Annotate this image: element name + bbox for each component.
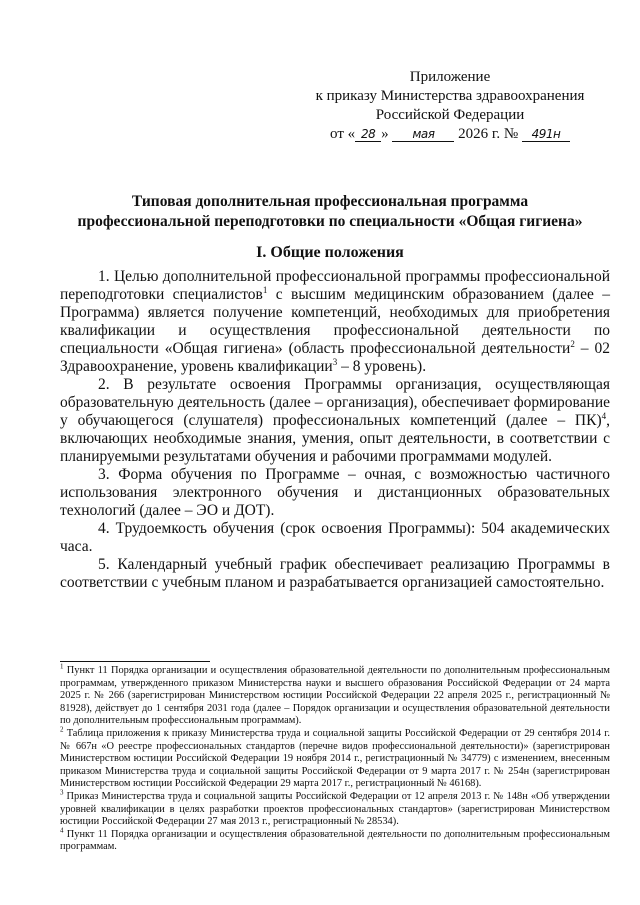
footnote-4-mark: 4 xyxy=(60,826,64,835)
paragraph-2 xyxy=(60,376,610,466)
footnote-1-mark: 1 xyxy=(60,662,64,671)
footnote-ref-1[interactable]: 1 xyxy=(262,284,268,295)
paragraph-1-text-c: – 02 Здравоохранение, уровень квалификации xyxy=(60,340,610,375)
footnote-3-mark: 3 xyxy=(60,788,64,797)
program-title-line1: Типовая дополнительная профессиональная программа xyxy=(131,193,529,210)
paragraph-1-text-a: 1. Целью дополнительной профессиональной программы профессиональной переподготовки специалистов xyxy=(60,268,610,303)
footnote-2-text: Таблица приложения к приказу Министерства труда и социальной защиты Российской Федерации от 29 сентября 2014 г. № 667н «О реестре профессиональных стандартов (перечне видов профессиональной деятельности)» (зарегистрирован Министерством юстиции Российской Федерации 19 ноября 2014 г., регистрационный № 34779) с изменением, внесенным приказом Министерства труда и социальной защиты Российской Федерации от 9 марта 2017 г. № 254н (зарегистрирован Министерством юстиции Российской Федерации 29 марта 2017 г., регистрационный № 46168). xyxy=(60,727,610,790)
paragraph-1-text-b: с высшим медицинским образованием (далее – Программа) является получение компетенций, необходимых для приобретения квалификации и осуществления профессиональной деятельности по специальности «Общая гигиена» (область профессиональной деятельности xyxy=(60,286,610,357)
footnote-ref-3[interactable]: 3 xyxy=(332,356,338,367)
paragraph-2-text-b: , включающих необходимые знания, умения, опыт деятельности, в соответствии с планируемыми результатами обучения и рабочими программами модулей. xyxy=(60,412,610,465)
footnote-4 xyxy=(60,826,610,854)
appendix-label: Приложение xyxy=(409,69,491,85)
handwritten-day: 28 xyxy=(355,127,381,142)
program-title-line2: профессиональной переподготовки по специальности «Общая гигиена» xyxy=(77,213,583,230)
section-heading: I. Общие положения xyxy=(256,244,404,261)
footnote-ref-4[interactable]: 4 xyxy=(601,410,607,421)
date-prefix: от « xyxy=(330,126,356,142)
footnote-1-text: Пункт 11 Порядка организации и осуществления образовательной деятельности по дополнительным профессиональным программам, утвержденного приказом Министерства науки и высшего образования Российской Федерации от 24 марта 2025 г. № 266 (зарегистрирован Министерством юстиции Российской Федерации 22 апреля 2025 г., регистрационный № 81928), действует до 1 сентября 2031 года (далее – Порядок организации и осуществления образовательной деятельности по дополнительным профессиональным программам). xyxy=(60,665,610,727)
program-title xyxy=(60,192,600,232)
footnote-2-mark: 2 xyxy=(60,725,64,734)
paragraph-5: 5. Календарный учебный график обеспечивает реализацию Программы в соответствии с учебным планом и разрабатывается организацией самостоятельно. xyxy=(60,556,610,591)
main-body xyxy=(60,268,610,592)
order-reference: к приказу Министерства здравоохранения xyxy=(315,88,585,104)
country-name: Российской Федерации xyxy=(375,107,525,123)
footnote-3 xyxy=(60,788,610,829)
handwritten-order-number: 491н xyxy=(522,127,570,142)
appendix-header xyxy=(300,68,600,144)
footnote-2 xyxy=(60,725,610,791)
date-quote-close: » xyxy=(381,126,389,142)
footnote-ref-2[interactable]: 2 xyxy=(570,338,575,349)
footnote-4-text: Пункт 11 Порядка организации и осуществления образовательной деятельности по дополнительным профессиональным программам. xyxy=(60,828,610,853)
footnote-divider xyxy=(60,661,210,662)
footnote-1 xyxy=(60,662,610,728)
paragraph-4: 4. Трудоемкость обучения (срок освоения Программы): 504 академических часа. xyxy=(60,520,610,555)
footnote-3-text: Приказ Министерства труда и социальной защиты Российской Федерации от 12 апреля 2013 г. № 148н «Об утверждении уровней квалификации в целях разработки проектов профессиональных стандартов» (зарегистрирован Министерством юстиции Российской Федерации 27 мая 2013 г., регистрационный № 28534). xyxy=(60,790,610,828)
order-date-line xyxy=(300,125,600,144)
paragraph-2-text-a: 2. В результате освоения Программы организация, осуществляющая образовательную деятельность (далее – организация), обеспечивает формирование у обучающегося (слушателя) профессиональных компетенций (далее – ПК) xyxy=(60,376,610,429)
footnotes xyxy=(60,662,610,854)
paragraph-1-text-d: – 8 уровень). xyxy=(337,358,427,375)
paragraph-1 xyxy=(60,268,610,376)
date-year: 2026 г. № xyxy=(458,126,519,142)
paragraph-3: 3. Форма обучения по Программе – очная, с возможностью частичного использования электронного обучения и дистанционных образовательных технологий (далее – ЭО и ДОТ). xyxy=(60,466,610,519)
handwritten-month: мая xyxy=(392,127,454,142)
